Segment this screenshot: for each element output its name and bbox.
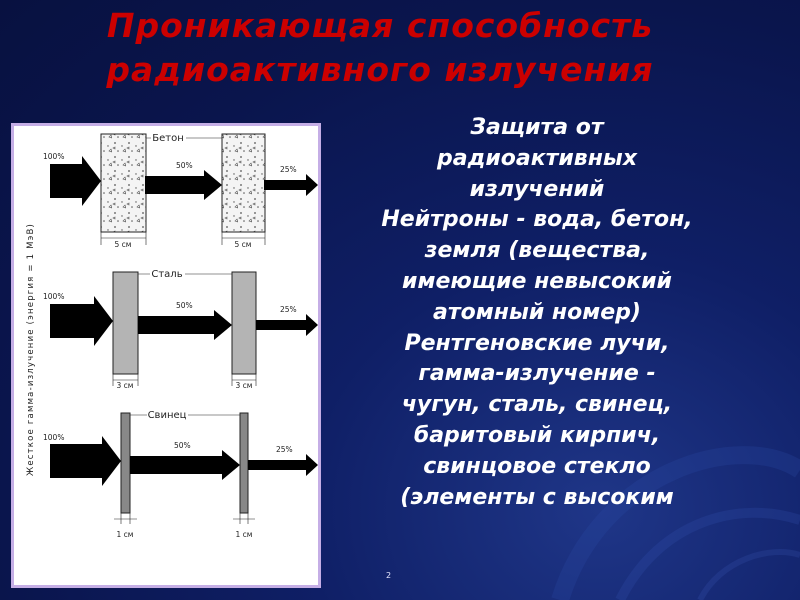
slide-title [0,4,760,92]
concrete-slab-1 [101,134,146,232]
beam-arrow-in [50,436,121,486]
intensity-out: 25% [280,165,297,174]
beam-arrow-in [50,156,101,206]
intensity-mid: 50% [176,161,193,170]
text-line: имеющие невысокий [402,268,672,294]
lead-slab-1 [121,413,130,513]
material-label: Бетон [152,133,184,144]
beam-arrow-in [50,296,113,346]
intensity-mid: 50% [176,301,193,310]
text-line: баритовый кирпич, [413,422,661,448]
panel-lead [43,410,318,539]
title-line-2: радиоактивного излучения [106,50,654,89]
beam-arrow-out [264,174,318,196]
text-line: Нейтроны - вода, бетон, [381,207,693,233]
shielding-diagram [14,126,318,585]
text-line: атомный номер) [433,299,641,325]
shielding-figure [11,123,321,588]
text-line: Рентгеновские лучи, [404,330,670,356]
beam-arrow-out [248,454,318,476]
text-line: земля (вещества, [424,238,650,264]
text-line: свинцовое стекло [423,453,651,479]
intensity-mid: 50% [174,441,191,450]
intensity-in: 100% [43,152,65,161]
thickness-label-2: 3 см [235,381,253,390]
title-line-1: Проникающая способность [106,6,654,45]
concrete-slab-2 [222,134,265,232]
beam-arrow-mid [130,450,240,480]
shielding-text [322,113,752,513]
intensity-in: 100% [43,433,65,442]
beam-arrow-mid [145,170,222,200]
intensity-out: 25% [276,445,293,454]
thickness-label-2: 5 см [234,240,252,249]
material-label: Свинец [147,410,187,421]
intensity-in: 100% [43,292,65,301]
material-label: Сталь [151,269,183,280]
lead-slab-2 [240,413,248,513]
beam-arrow-mid [138,310,232,340]
beam-arrow-out [256,314,318,336]
panel-steel [43,269,318,390]
thickness-label-2: 1 см [235,530,253,539]
intensity-out: 25% [280,305,297,314]
text-line: чугун, сталь, свинец, [401,392,673,418]
text-line: Защита от [470,115,604,140]
axis-label: Жесткое гамма-излучение (энергия = 1 МэВ) [26,222,36,476]
text-line: радиоактивных [436,145,638,171]
thickness-label-1: 3 см [116,381,134,390]
text-line: излучений [469,176,605,202]
page-number: 2 [386,571,392,580]
text-line: (элементы с высоким [400,484,674,510]
panel-concrete [43,133,318,249]
thickness-label-1: 1 см [116,530,134,539]
text-line: гамма-излучение - [418,361,656,387]
thickness-label-1: 5 см [114,240,132,249]
steel-slab-1 [113,272,138,374]
steel-slab-2 [232,272,256,374]
